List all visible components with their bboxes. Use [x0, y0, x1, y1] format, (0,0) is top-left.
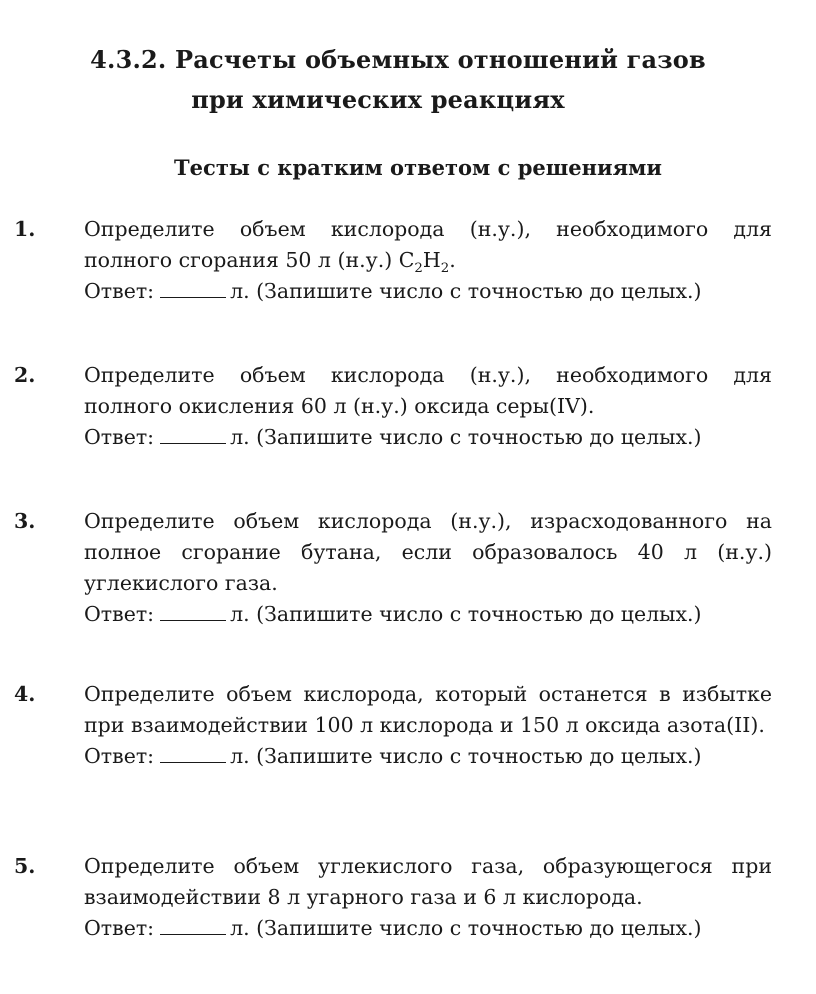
section-title-line-1: 4.3.2. Расчеты объемных отношений газов	[90, 45, 706, 74]
answer-label: Ответ:	[84, 916, 155, 940]
answer-instruction: л. (Запишите число с точностью до целых.)	[230, 425, 702, 449]
question-text-end: .	[449, 248, 456, 272]
answer-line	[84, 422, 772, 453]
question-number: 4.	[14, 682, 36, 706]
answer-label: Ответ:	[84, 425, 155, 449]
question-body	[84, 214, 772, 307]
answer-blank[interactable]	[160, 744, 226, 763]
question-text: Определите объем кислорода (н.у.), необходимого для полного окисления 60 л (н.у.) оксида серы(IV).	[84, 363, 772, 418]
question-number: 1.	[14, 217, 36, 241]
question-text-part: Определите объем кислорода (н.у.), необходимого для полного сгорания 50 л (н.у.) C	[84, 217, 772, 272]
formula-element: H	[422, 248, 441, 272]
answer-line	[84, 599, 772, 630]
question-text	[84, 214, 772, 276]
question-text: Определите объем углекислого газа, образующегося при взаимодействии 8 л угарного газа и 6 л кислорода.	[84, 854, 772, 909]
answer-blank[interactable]	[160, 916, 226, 935]
question-body	[84, 360, 772, 453]
question-number: 2.	[14, 363, 36, 387]
question-body	[84, 679, 772, 772]
answer-label: Ответ:	[84, 602, 155, 626]
answer-instruction: л. (Запишите число с точностью до целых.)	[230, 916, 702, 940]
question-body	[84, 506, 772, 630]
answer-instruction: л. (Запишите число с точностью до целых.)	[230, 744, 702, 768]
answer-label: Ответ:	[84, 744, 155, 768]
answer-instruction: л. (Запишите число с точностью до целых.)	[230, 279, 702, 303]
subscript: 2	[440, 261, 450, 277]
answer-label: Ответ:	[84, 279, 155, 303]
question-number: 3.	[14, 509, 36, 533]
answer-blank[interactable]	[160, 425, 226, 444]
answer-blank[interactable]	[160, 279, 226, 298]
question-body	[84, 851, 772, 944]
question-text: Определите объем кислорода, который останется в избытке при взаимодействии 100 л кислорода и 150 л оксида азота(II).	[84, 682, 772, 737]
answer-line	[84, 741, 772, 772]
question-text: Определите объем кислорода (н.у.), израсходованного на полное сгорание бутана, если образовалось 40 л (н.у.) углекислого газа.	[84, 509, 772, 595]
answer-blank[interactable]	[160, 602, 226, 621]
section-title-line-2: при химических реакциях	[191, 85, 565, 114]
section-title	[0, 40, 816, 120]
answer-instruction: л. (Запишите число с точностью до целых.)	[230, 602, 702, 626]
subscript: 2	[414, 261, 423, 277]
answer-line	[84, 913, 772, 944]
answer-line	[84, 276, 772, 307]
section-subtitle: Тесты с кратким ответом с решениями	[174, 155, 662, 180]
question-number: 5.	[14, 854, 36, 878]
